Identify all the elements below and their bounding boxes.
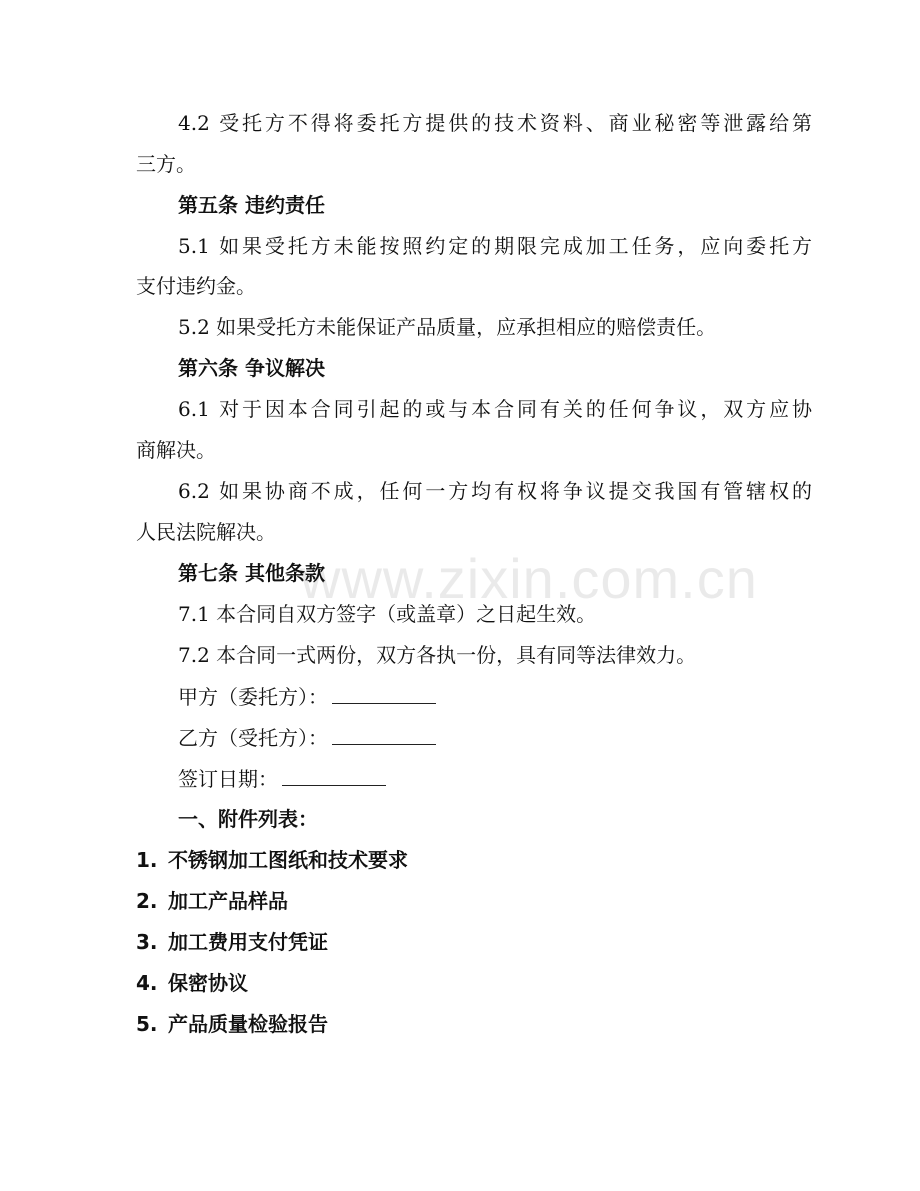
clause-6-2-line-1: 6.2 如果协商不成，任何一方均有权将争议提交我国有管辖权的 [178,479,812,503]
attachment-text: 加工费用支付凭证 [168,930,328,954]
attachment-text: 保密协议 [168,971,248,995]
date-label: 签订日期： [178,767,278,791]
attachment-item [136,888,288,914]
attachment-text: 产品质量检验报告 [168,1012,328,1036]
attachment-item [136,970,248,996]
clause-5-1-line-1: 5.1 如果受托方未能按照约定的期限完成加工任务，应向委托方 [178,234,812,258]
party-b-blank [332,724,436,745]
clause-6-1-line-1: 6.1 对于因本合同引起的或与本合同有关的任何争议，双方应协 [178,397,812,421]
watermark: www.zixin.com.cn [300,547,758,610]
clause-6-2-line-2: 人民法院解决。 [136,520,276,544]
attachment-number: 1. [136,848,158,872]
attachment-number: 5. [136,1012,158,1036]
clause-4-2-line-1: 4.2 受托方不得将委托方提供的技术资料、商业秘密等泄露给第 [178,111,812,135]
attachment-number: 3. [136,930,158,954]
party-a-blank [332,683,436,704]
attachments-heading: 一、附件列表： [178,807,318,831]
article-5-heading: 第五条 违约责任 [178,193,325,217]
attachment-text: 不锈钢加工图纸和技术要求 [168,848,408,872]
clause-7-2: 7.2 本合同一式两份，双方各执一份，具有同等法律效力。 [178,643,697,667]
clause-7-1: 7.1 本合同自双方签字（或盖章）之日起生效。 [178,602,597,626]
attachment-number: 4. [136,971,158,995]
signature-party-b [178,724,436,751]
clause-4-2-line-2: 三方。 [136,152,196,176]
clause-6-1-line-2: 商解决。 [136,438,216,462]
article-7-heading: 第七条 其他条款 [178,561,325,585]
attachment-item [136,1011,328,1037]
attachment-text: 加工产品样品 [168,889,288,913]
attachment-number: 2. [136,889,158,913]
attachment-item [136,929,328,955]
signature-party-a [178,683,436,710]
attachment-item [136,847,408,873]
date-blank [282,765,386,786]
party-b-label: 乙方（受托方）： [178,726,328,750]
clause-5-2: 5.2 如果受托方未能保证产品质量，应承担相应的赔偿责任。 [178,315,717,339]
party-a-label: 甲方（委托方）： [178,685,328,709]
article-6-heading: 第六条 争议解决 [178,356,325,380]
signature-date [178,765,386,792]
clause-5-1-line-2: 支付违约金。 [136,274,256,298]
